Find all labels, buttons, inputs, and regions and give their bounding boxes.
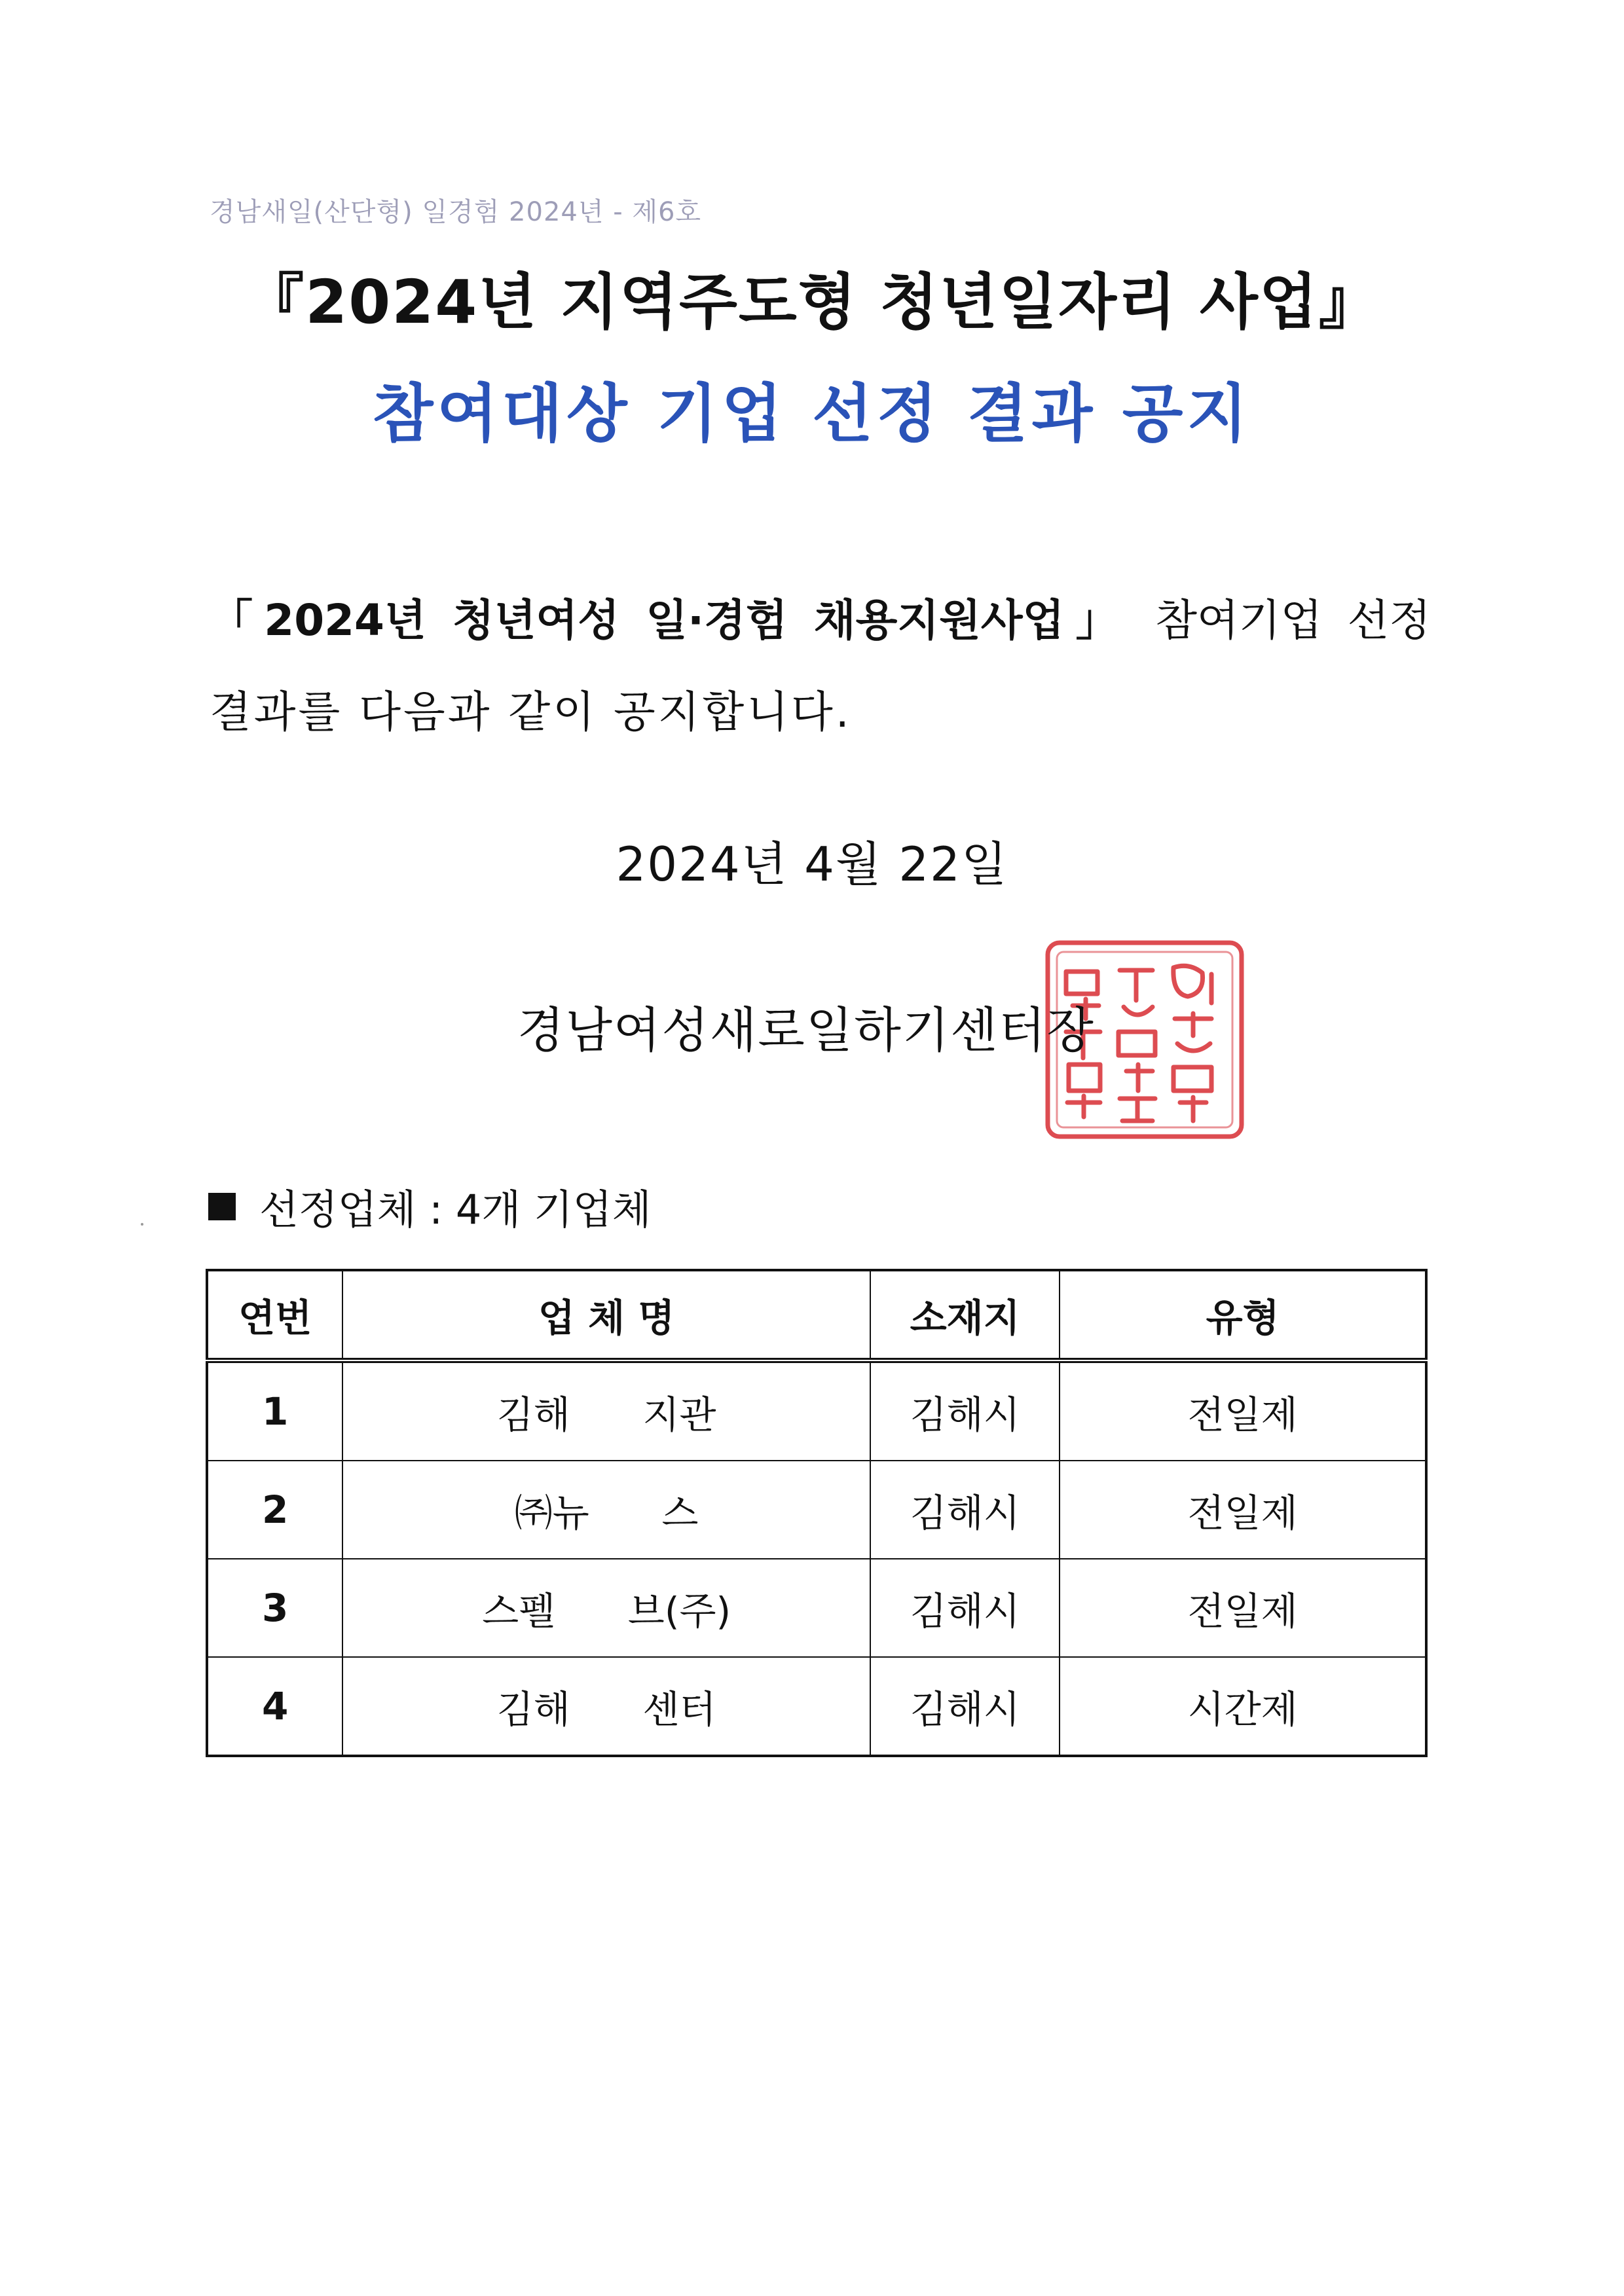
row-type: 전일제	[1060, 1461, 1426, 1559]
intro-line-1-rest: 참여기업 선정	[1130, 595, 1431, 646]
table-row	[207, 1657, 1426, 1756]
intro-program-name: 「2024년 청년여성 일·경험 채용지원사업」	[210, 595, 1130, 646]
row-location: 김해시	[870, 1461, 1060, 1559]
row-company-name: ㈜뉴 스	[342, 1461, 870, 1559]
header-type: 유형	[1060, 1270, 1426, 1360]
scan-speck	[141, 1223, 143, 1226]
document-subtitle: 참여대상 기업 선정 결과 공지	[372, 377, 1252, 450]
row-number: 3	[207, 1559, 342, 1657]
document-reference: 경남새일(산단형) 일경험 2024년 - 제6호	[210, 197, 702, 227]
header-location: 소재지	[870, 1270, 1060, 1360]
selected-summary-text: 선정업체 : 4개 기업체	[259, 1186, 652, 1233]
row-company-name: 스펠 브(주)	[342, 1559, 870, 1657]
table-row	[207, 1360, 1426, 1461]
row-company-name: 김해 지관	[342, 1360, 870, 1461]
row-location: 김해시	[870, 1559, 1060, 1657]
row-number: 1	[207, 1360, 342, 1461]
row-location: 김해시	[870, 1360, 1060, 1461]
intro-line-2: 결과를 다음과 같이 공지합니다.	[210, 687, 852, 737]
row-type: 전일제	[1060, 1559, 1426, 1657]
row-number: 4	[207, 1657, 342, 1756]
header-number: 연번	[207, 1270, 342, 1360]
row-type: 전일제	[1060, 1360, 1426, 1461]
signer-name: 경남여성새로일하기센터장	[517, 1002, 1095, 1059]
intro-paragraph	[210, 575, 1431, 758]
header-company-name: 업 체 명	[342, 1270, 870, 1360]
notice-date: 2024년 4월 22일	[616, 837, 1008, 892]
selected-summary	[208, 1177, 652, 1235]
intro-line-1	[210, 575, 1431, 666]
square-bullet-icon	[208, 1193, 236, 1220]
document-title: 『2024년 지역주도형 청년일자리 사업』	[244, 267, 1380, 337]
table-header-row	[207, 1270, 1426, 1360]
table-row	[207, 1461, 1426, 1559]
row-location: 김해시	[870, 1657, 1060, 1756]
row-number: 2	[207, 1461, 342, 1559]
row-company-name: 김해 센터	[342, 1657, 870, 1756]
row-type: 시간제	[1060, 1657, 1426, 1756]
table-row	[207, 1559, 1426, 1657]
selected-companies-table	[206, 1269, 1428, 1757]
